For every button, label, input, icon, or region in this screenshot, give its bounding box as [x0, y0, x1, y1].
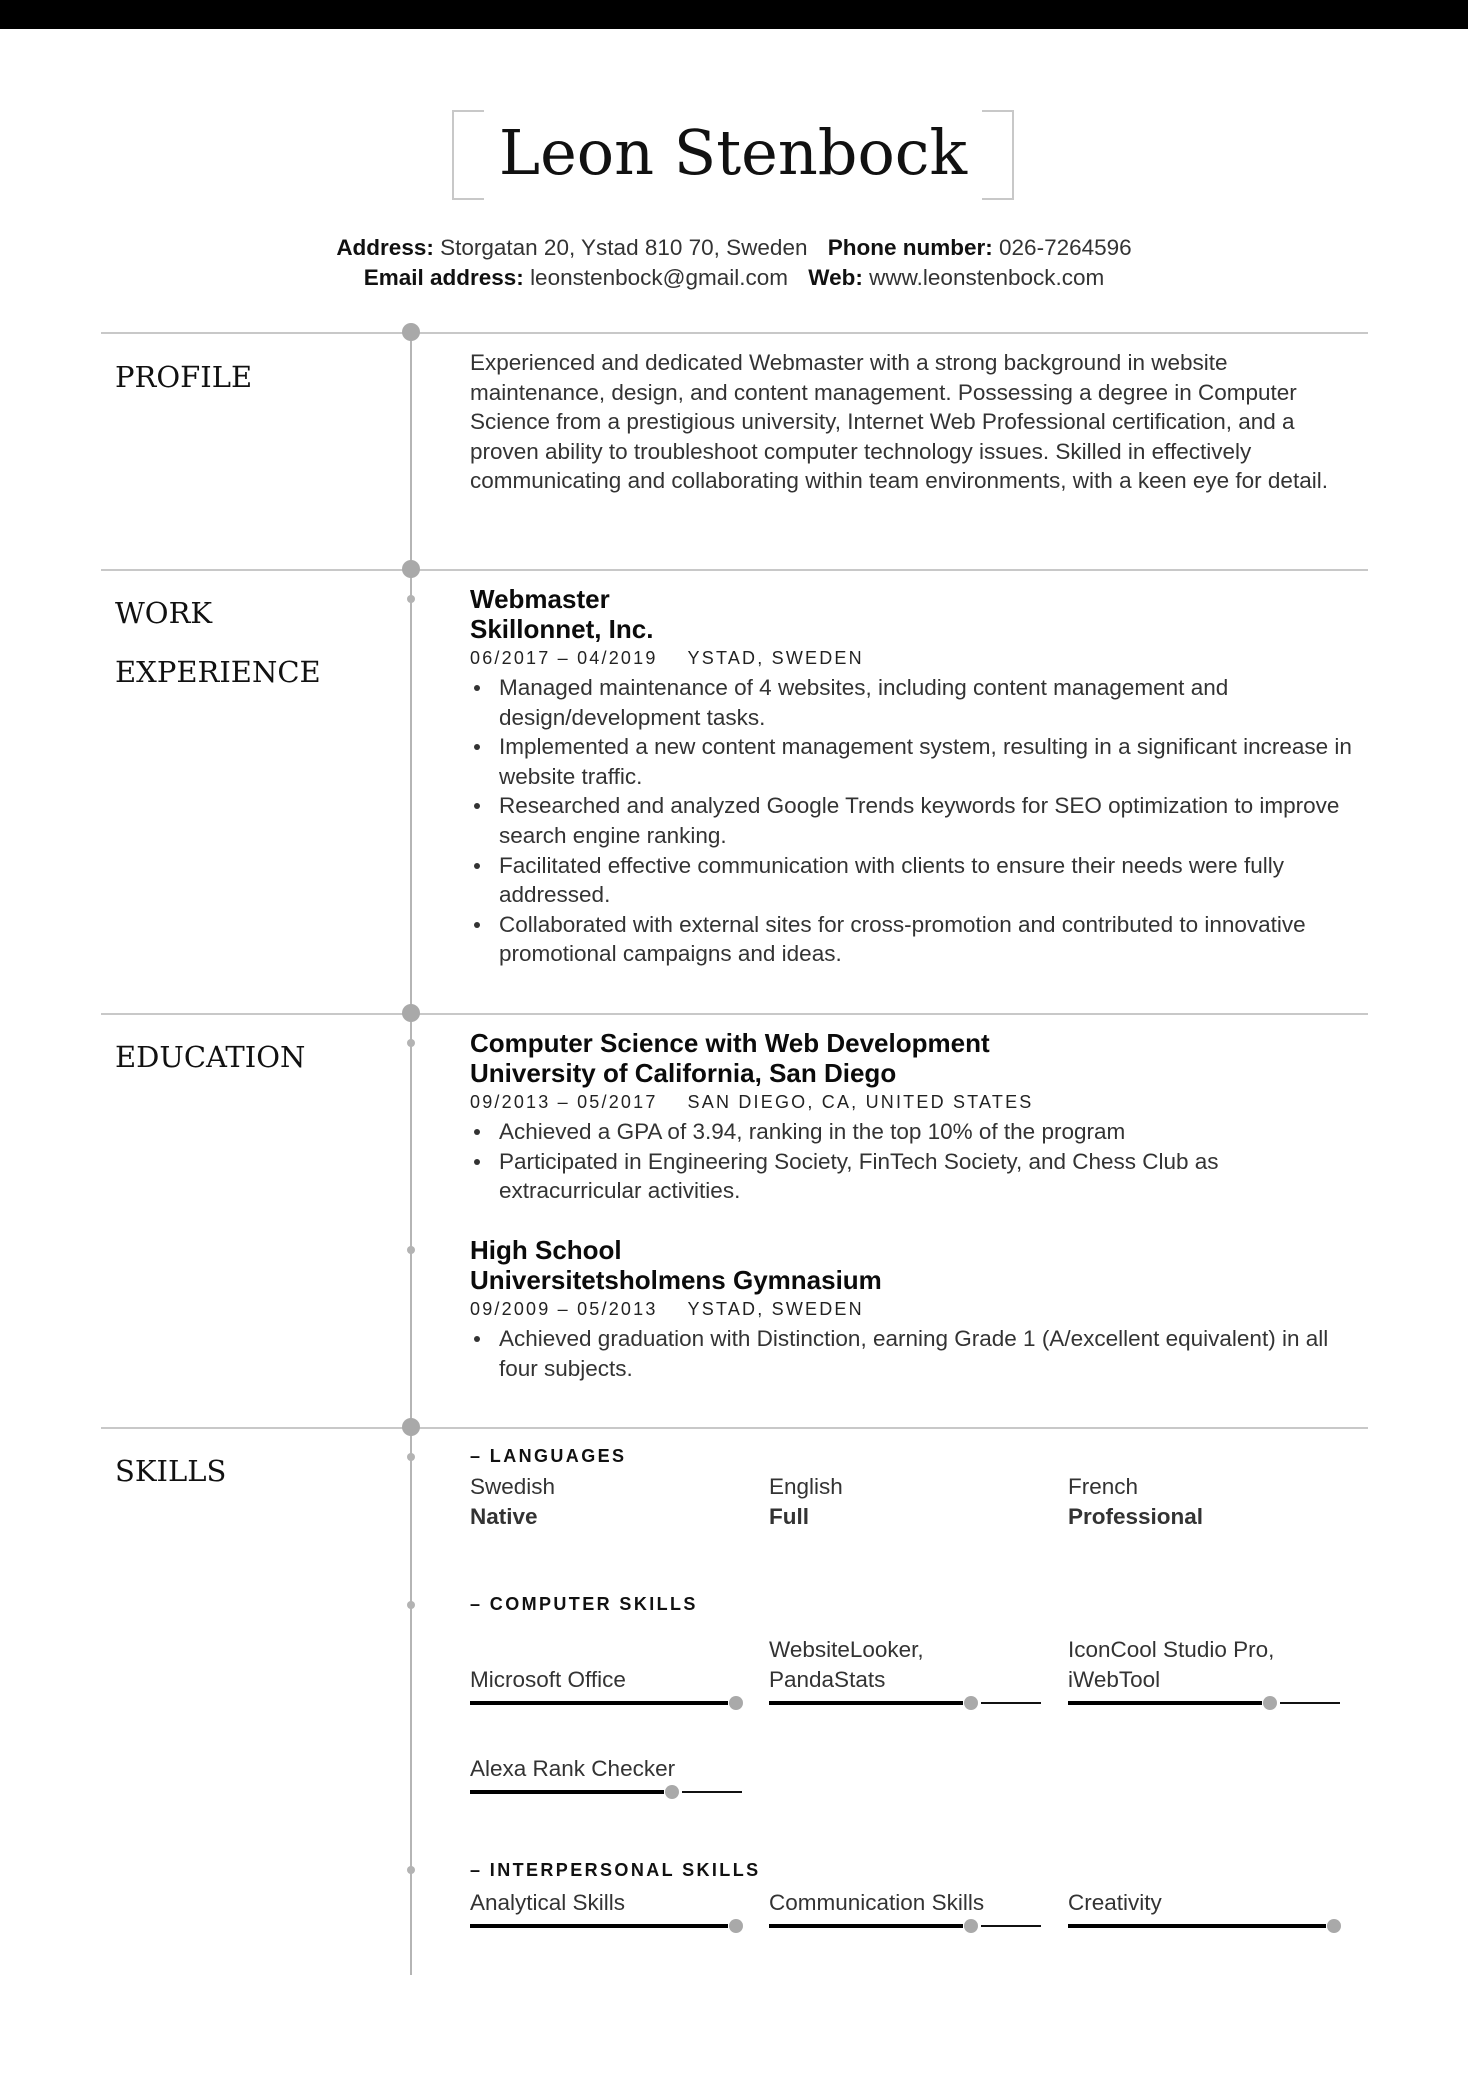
- contact-line-2: [0, 265, 1468, 291]
- web-label: Web:: [808, 265, 863, 290]
- timeline-dot-edu-2: [407, 1246, 415, 1254]
- skill-meter: [470, 1918, 742, 1934]
- job-company: Skillonnet, Inc.: [470, 614, 654, 644]
- job-location: YSTAD, SWEDEN: [687, 648, 864, 668]
- divider-education: [101, 1013, 1368, 1015]
- profile-text: Experienced and dedicated Webmaster with a strong background in website maintenance, design, and content management. Possessing a degree in Computer Science from a prestigious university, Internet Web Professional certification, and a proven ability to troubleshoot computer technology issues. Skilled in effectively communicating and collaborating within team environments, with a keen eye for detail.: [470, 350, 1328, 494]
- job-dates: 06/2017 – 04/2019: [470, 648, 658, 668]
- edu-school-1: University of California, San Diego: [470, 1058, 897, 1088]
- skill-bar-fill: [470, 1790, 664, 1794]
- skill-bar-track: [682, 1791, 742, 1793]
- list-item: Facilitated effective communication with clients to ensure their needs were fully addressed.: [470, 851, 1360, 910]
- list-item: Achieved graduation with Distinction, earning Grade 1 (A/excellent equivalent) in all four subjects.: [470, 1324, 1360, 1383]
- list-item: Implemented a new content management system, resulting in a significant increase in website traffic.: [470, 732, 1360, 791]
- edu-meta-1: [470, 1089, 1034, 1115]
- skill-name: WebsiteLooker, PandaStats: [769, 1637, 924, 1692]
- skill-bar-track: [1280, 1702, 1340, 1704]
- languages-heading: – LANGUAGES: [470, 1446, 627, 1466]
- skill-meter: [769, 1918, 1041, 1934]
- skill-bar-fill: [1068, 1924, 1326, 1928]
- skill-item: [1068, 1611, 1340, 1711]
- list-item: Participated in Engineering Society, FinTech Society, and Chess Club as extracurricular activities.: [470, 1147, 1360, 1206]
- name-header: [452, 110, 1014, 198]
- edu-bullets-1: [470, 1117, 1360, 1206]
- candidate-name: Leon Stenbock: [498, 116, 968, 189]
- list-item: Achieved a GPA of 3.94, ranking in the top 10% of the program: [470, 1117, 1360, 1147]
- language-item: [769, 1472, 843, 1532]
- section-title-education: EDUCATION: [115, 1040, 306, 1074]
- language-name: English: [769, 1474, 843, 1499]
- section-title-profile: PROFILE: [115, 360, 253, 394]
- skill-item: [769, 1611, 1041, 1711]
- language-level: Native: [470, 1504, 538, 1529]
- skill-level-knob: [729, 1696, 743, 1710]
- skill-bar-fill: [1068, 1701, 1262, 1705]
- skill-name: Analytical Skills: [470, 1890, 626, 1915]
- skill-meter: [470, 1784, 742, 1800]
- section-title-skills: SKILLS: [115, 1454, 227, 1488]
- skill-meter: [1068, 1695, 1340, 1711]
- interpersonal-skills-heading: – INTERPERSONAL SKILLS: [470, 1860, 761, 1880]
- language-item: [1068, 1472, 1203, 1532]
- skill-level-knob: [1327, 1919, 1341, 1933]
- language-level: Professional: [1068, 1504, 1204, 1529]
- section-title-work-1: WORK: [115, 596, 213, 630]
- skill-bar-fill: [470, 1701, 728, 1705]
- edu-location-2: YSTAD, SWEDEN: [687, 1299, 864, 1319]
- address-value: Storgatan 20, Ystad 810 70, Sweden: [440, 235, 808, 260]
- skill-bar-fill: [769, 1924, 963, 1928]
- skill-name: IconCool Studio Pro, iWebTool: [1068, 1637, 1275, 1692]
- edu-location-1: SAN DIEGO, CA, UNITED STATES: [687, 1092, 1034, 1112]
- skill-level-knob: [964, 1696, 978, 1710]
- skill-name: Creativity: [1068, 1890, 1162, 1915]
- skill-bar-fill: [470, 1924, 728, 1928]
- list-item: Managed maintenance of 4 websites, including content management and design/development tasks.: [470, 673, 1360, 732]
- language-item: [470, 1472, 555, 1532]
- skill-name: Communication Skills: [769, 1890, 985, 1915]
- timeline-dot-education: [402, 1004, 420, 1022]
- web-value[interactable]: www.leonstenbock.com: [869, 265, 1105, 290]
- address-label: Address:: [336, 235, 434, 260]
- email-label: Email address:: [363, 265, 524, 290]
- edu-bullets-2: [470, 1324, 1360, 1383]
- list-item: Researched and analyzed Google Trends keywords for SEO optimization to improve search engine ranking.: [470, 791, 1360, 850]
- job-title: Webmaster: [470, 584, 610, 614]
- language-name: Swedish: [470, 1474, 556, 1499]
- section-title-work-2: EXPERIENCE: [115, 655, 321, 689]
- timeline-dot-job: [407, 595, 415, 603]
- top-bar: [0, 0, 1468, 29]
- job-bullets: [470, 673, 1360, 969]
- divider-skills: [101, 1427, 1368, 1429]
- language-level: Full: [769, 1504, 809, 1529]
- skill-meter: [769, 1695, 1041, 1711]
- computer-skills-heading: – COMPUTER SKILLS: [470, 1594, 698, 1614]
- timeline-dot-languages: [407, 1453, 415, 1461]
- edu-degree-1: Computer Science with Web Development: [470, 1028, 990, 1058]
- phone-value: 026-7264596: [999, 235, 1132, 260]
- skill-level-knob: [964, 1919, 978, 1933]
- edu-degree-2: High School: [470, 1235, 622, 1265]
- skill-item: [769, 1886, 1041, 1934]
- skill-level-knob: [1263, 1696, 1277, 1710]
- list-item: Collaborated with external sites for cross-promotion and contributed to innovative promotional campaigns and ideas.: [470, 910, 1360, 969]
- timeline-dot-computer: [407, 1601, 415, 1609]
- skill-bar-track: [981, 1925, 1041, 1927]
- job-meta: [470, 645, 864, 671]
- skill-item: [470, 1722, 742, 1800]
- timeline-dot-profile: [402, 323, 420, 341]
- contact-line-1: [0, 235, 1468, 261]
- skill-bar-fill: [769, 1701, 963, 1705]
- divider-profile: [101, 332, 1368, 334]
- edu-dates-1: 09/2013 – 05/2017: [470, 1092, 658, 1112]
- skill-bar-track: [981, 1702, 1041, 1704]
- edu-school-2: Universitetsholmens Gymnasium: [470, 1265, 882, 1295]
- language-name: French: [1068, 1474, 1139, 1499]
- timeline-dot-skills: [402, 1418, 420, 1436]
- skill-name: Alexa Rank Checker: [470, 1756, 676, 1781]
- edu-meta-2: [470, 1296, 864, 1322]
- skill-level-knob: [729, 1919, 743, 1933]
- timeline-dot-edu-1: [407, 1039, 415, 1047]
- skill-item: [470, 1611, 742, 1711]
- skill-meter: [470, 1695, 742, 1711]
- skill-level-knob: [665, 1785, 679, 1799]
- skill-meter: [1068, 1918, 1340, 1934]
- phone-label: Phone number:: [827, 235, 993, 260]
- divider-work: [101, 569, 1368, 571]
- skill-item: [470, 1886, 742, 1934]
- skill-name: Microsoft Office: [470, 1667, 626, 1692]
- skill-item: [1068, 1886, 1340, 1934]
- timeline-dot-interpersonal: [407, 1866, 415, 1874]
- email-value[interactable]: leonstenbock@gmail.com: [530, 265, 789, 290]
- edu-dates-2: 09/2009 – 05/2013: [470, 1299, 658, 1319]
- timeline-dot-work: [402, 560, 420, 578]
